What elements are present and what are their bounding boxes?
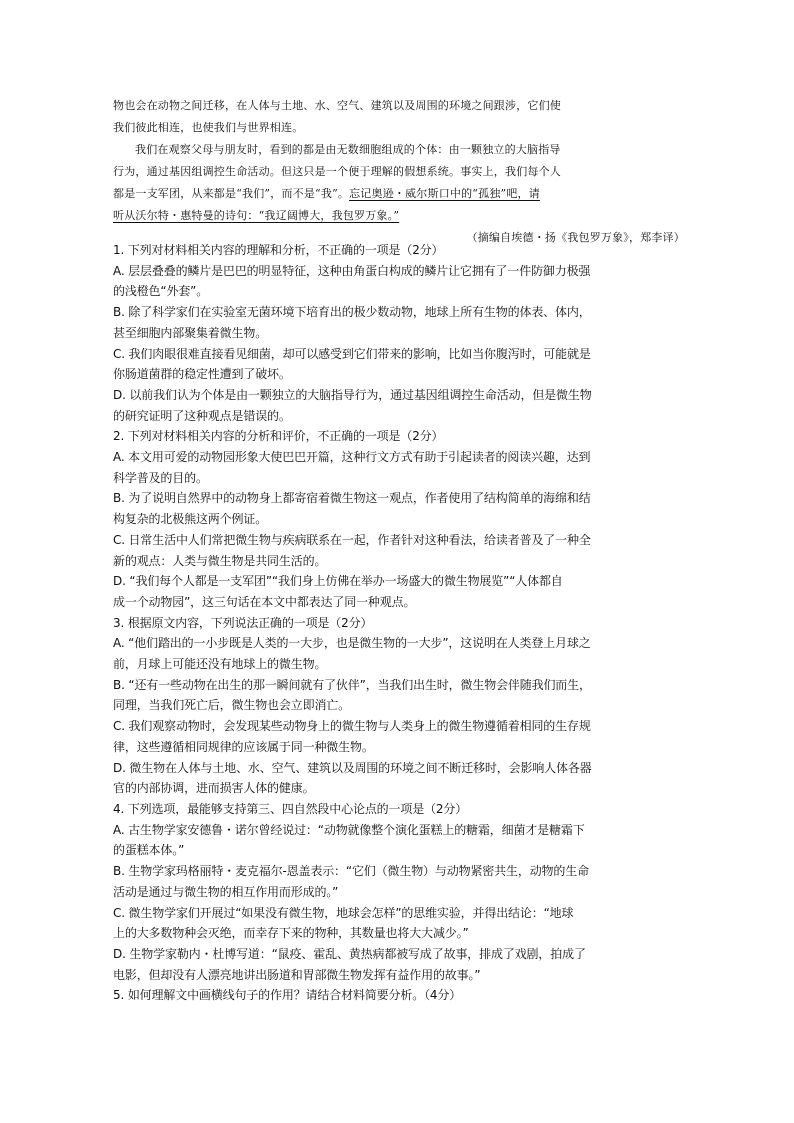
question-list xyxy=(113,240,685,1006)
question-4-option-a-cont: 的蛋糕本体。” xyxy=(113,843,185,858)
question-3-option-a: A. “他们踏出的一小步既是人类的一大步，也是微生物的一大步”，这说明在人类登上月球之 xyxy=(113,636,591,651)
question-1-option-c: C. 我们肉眼很难直接看见细菌，却可以感受到它们带来的影响，比如当你腹泻时，可能就是 xyxy=(113,346,591,361)
question-2-option-a: A. 本文用可爱的动物园形象大使巴巴开篇，这种行文方式有助于引起读者的阅读兴趣，达到 xyxy=(113,450,591,465)
question-1-option-b: B. 除了科学家们在实验室无菌环境下培育出的极少数动物，地球上所有生物的体表、体内， xyxy=(113,305,591,320)
question-2-option-c-cont: 新的观点：人类与微生物是共同生活的。 xyxy=(113,553,327,568)
reading-passage xyxy=(113,95,685,249)
question-2-stem: 2. 下列对材料相关内容的分析和评价，不正确的一项是（2分） xyxy=(113,429,444,444)
question-2-option-d-cont: 成一个动物园”，这三句话在本文中都表达了同一种观点。 xyxy=(113,594,416,609)
question-1-stem: 1. 下列对材料相关内容的理解和分析，不正确的一项是（2分） xyxy=(113,243,444,257)
question-4-option-a: A. 古生物学家安德鲁・诺尔曾经说过：“动物就像整个演化蛋糕上的糖霜，细菌才是糖霜下 xyxy=(113,822,585,837)
question-1-option-b-cont: 甚至细胞内部聚集着微生物。 xyxy=(113,325,268,340)
question-2-option-b: B. 为了说明自然界中的动物身上都寄宿着微生物这一观点，作者使用了结构简单的海绵和结 xyxy=(113,491,591,506)
underlined-sentence: 听从沃尔特・惠特曼的诗句：“我辽阔博大，我包罗万象。” xyxy=(113,209,400,222)
passage-line: 我们在观察父母与朋友时，看到的都是由无数细胞组成的个体：由一颗独立的大脑指导 xyxy=(135,143,561,156)
question-1-option-d: D. 以前我们认为个体是由一颗独立的大脑指导行为，通过基因组调控生命活动，但是微生物 xyxy=(113,387,592,402)
question-3-option-d-cont: 官的内部协调，进而损害人体的健康。 xyxy=(113,781,315,796)
passage-line: 我们彼此相连，也使我们与世界相连。 xyxy=(113,121,304,134)
underlined-sentence: 忘记奥逊・威尔斯口中的“孤独”吧，请 xyxy=(349,187,540,200)
question-2-option-c: C. 日常生活中人们常把微生物与疾病联系在一起，作者针对这种看法，给读者普及了一种全 xyxy=(113,532,591,547)
question-3-option-d: D. 微生物在人体与土地、水、空气、建筑以及周围的环境之间不断迁移时，会影响人体各器 xyxy=(113,760,592,775)
passage-line xyxy=(113,183,685,205)
passage-source: （摘编自埃德・扬《我包罗万象》，郑李译） xyxy=(466,231,685,244)
question-4-option-b: B. 生物学家玛格丽特・麦克福尔-恩盖表示：“它们（微生物）与动物紧密共生，动物的生命 xyxy=(113,864,589,879)
question-3-stem: 3. 根据原文内容，下列说法正确的一项是（2分） xyxy=(113,615,373,630)
question-3-option-b: B. “还有一些动物在出生的那一瞬间就有了伙伴”，当我们出生时，微生物会伴随我们而生， xyxy=(113,677,591,692)
question-1-option-c-cont: 你肠道菌群的稳定性遭到了破坏。 xyxy=(113,367,291,382)
question-4-option-c: C. 微生物学家们开展过“如果没有微生物，地球会怎样”的思维实验，并得出结论：“地球 xyxy=(113,905,574,920)
question-3-option-c-cont: 律，这些遵循相同规律的应该属于同一种微生物。 xyxy=(113,739,374,754)
question-4-stem: 4. 下列选项，最能够支持第三、四自然段中心论点的一项是（2分） xyxy=(113,801,468,816)
question-1-option-a-cont: 的浅橙色“外套”。 xyxy=(113,284,209,299)
question-4-option-c-cont: 上的大多数物种会灭绝，而幸存下来的物种，其数量也将大大减少。” xyxy=(113,926,469,941)
question-4-option-d: D. 生物学家勒内・杜博写道：“鼠疫、霍乱、黄热病都被写成了故事，排成了戏剧，拍成了 xyxy=(113,946,586,961)
question-2-option-b-cont: 构复杂的北极熊这两个例证。 xyxy=(113,512,268,527)
question-5-stem: 5. 如何理解文中画横线句子的作用？请结合材料简要分析。（4分） xyxy=(113,988,462,1003)
question-3-option-a-cont: 前，月球上可能还没有地球上的微生物。 xyxy=(113,657,327,672)
passage-line: 行为，通过基因组调控生命活动。但这只是一个便于理解的假想系统。事实上，我们每个人 xyxy=(113,165,561,178)
passage-line xyxy=(113,205,685,227)
question-2-option-d: D. “我们每个人都是一支军团”“我们身上仿佛在举办一场盛大的微生物展览”“人体都自 xyxy=(113,574,563,589)
question-3-option-c: C. 我们观察动物时，会发现某些动物身上的微生物与人类身上的微生物遵循着相同的生存规 xyxy=(113,719,591,734)
question-4-option-d-cont: 电影，但却没有人漂亮地讲出肠道和胃部微生物发挥有益作用的故事。” xyxy=(113,967,481,982)
question-1-option-d-cont: 的研究证明了这种观点是错误的。 xyxy=(113,408,291,423)
passage-line: 物也会在动物之间迁移，在人体与土地、水、空气、建筑以及周围的环境之间跟涉，它们使 xyxy=(113,99,561,112)
question-3-option-b-cont: 同理，当我们死亡后，微生物也会立即消亡。 xyxy=(113,698,351,713)
passage-text: 都是一支军团，从来都是“我们”，而不是“我”。 xyxy=(113,187,350,200)
question-4-option-b-cont: 活动是通过与微生物的相互作用而形成的。” xyxy=(113,884,339,899)
question-1-option-a: A. 层层叠叠的鳞片是巴巴的明显特征，这种由角蛋白构成的鳞片让它拥有了一件防御力极强 xyxy=(113,263,591,278)
question-2-option-a-cont: 科学普及的目的。 xyxy=(113,470,208,485)
